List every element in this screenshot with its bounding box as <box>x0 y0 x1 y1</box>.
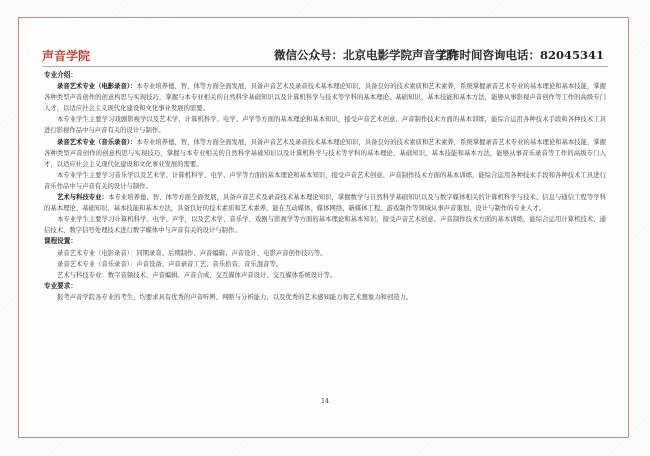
course-item: 录音艺术专业（电影录音）：同期录音、后期制作、声音编辑、声音设计、电影声音创作技巧等。 <box>57 249 327 257</box>
paragraph-text: 本专业培养德、智、体等方面全面发展，具备声音艺术及录音技术基本理论知识，掌握数学与自然科学基础知识以及与数字媒体相关的计算机科学与技术、信息与通信工程等学科的基本理论、基础知识、基本技能和基本方法，具备良好的技术素质和艺术素养，能在互动媒体、媒体网络、新媒体工程、游戏制作等领域从事声音策划、设计与制作的专业人才。 <box>44 194 606 213</box>
school-name: 声音学院 <box>42 49 91 63</box>
paragraph-film-recording <box>44 81 606 114</box>
paragraph-lead: 录音艺术专业（电影录音）： <box>57 83 137 91</box>
hotline: 工作时间咨询电话：82045341 <box>436 48 604 62</box>
paragraph-text: 本专业学生主要学习计算机科学、电学、声学，以及艺术学、音乐学、戏剧与影视学等方面的基本理论和基本知识，接受声音艺术创意、声音制作技术方面的基本训练，能综合运用计算机技术、通信技术、数字信号处理技术进行数字媒体中与声音有关的设计与制作。 <box>44 216 606 235</box>
paragraph-art-tech <box>44 192 606 214</box>
paragraph-text: 本专业学生主要学习戏剧影视学以及艺术学、计算机科学、电学、声学等方面的基本理论和基本知识，接受声音艺术创意、声音制作技术方面的基本训练，能综合运用各种技术手段和各种技术工具进行影视作品中与声音有关的设计与制作。 <box>44 116 606 135</box>
document-body <box>44 70 606 303</box>
wechat-account: 微信公众号：北京电影学院声音学院 <box>274 48 458 62</box>
course-item: 录音艺术专业（音乐录音）：声音设备、声音录音工艺、音乐拾音、音乐混音等。 <box>57 260 283 268</box>
page-number: 14 <box>321 398 329 405</box>
paragraph-lead: 录音艺术专业（音乐录音）： <box>57 138 137 146</box>
requirement-text: 报考声音学院各专业的考生，均要求具有优秀的声音听辨、判断与分析能力，以及优秀的艺术感知能力和艺术想象力和创造力。 <box>57 293 413 301</box>
course-heading: 课程设置： <box>44 237 77 246</box>
paragraph-music-recording-study <box>44 170 606 192</box>
paragraph-music-recording <box>44 137 606 170</box>
course-item: 艺术与科技专业：数字音频技术、声音编辑、声音合成、交互媒体声音设计、交互媒体系统设计等。 <box>57 271 337 279</box>
paragraph-film-recording-study <box>44 114 606 136</box>
intro-heading: 专业介绍： <box>44 71 77 79</box>
requirement-heading: 专业要求： <box>44 281 77 290</box>
paragraph-text: 本专业学生主要学习音乐学以及艺术学、计算机科学、电学、声学等方面的基本理论和基本知识，接受声音艺术创意、声音制作技术方面的基本训练，能综合运用各种技术手段和各种技术工具进行音乐作品中与声音有关的设计与制作。 <box>44 171 606 190</box>
paragraph-text: 本专业培养德、智、体等方面全面发展，具备声音艺术及录音技术基本理论知识，具备良好的技术素质和艺术素养，系统掌握录音艺术专业的基本理论和基本技能，掌握各种类型声音创作的创意构思与实现技巧，掌握与本专业相关的自然科学基础知识以及计算机科学与技术等学科的基本理论、基础知识、基本技能和基本方法，能够从事音乐录音等工作的高级专门人才，以适应社会主义现代化建设和文化事业发展的需要。 <box>44 138 607 168</box>
paragraph-text: 本专业培养德、智、体等方面全面发展，具备声音艺术及录音技术基本理论知识，具备良好的技术素质和艺术素养，系统掌握录音艺术专业的基本理论和基本技能，掌握各种类型声音创作的创意构思与实现技巧，掌握与本专业相关的自然科学基础知识以及计算机科学与技术等学科的基本理论、基础知识、基本技能和基本方法，能够从事影视声音创作等工作的高级专门人才，以适应社会主义现代化建设和文化事业发展的需要。 <box>44 83 607 113</box>
paragraph-lead: 艺术与科技专业： <box>57 194 109 202</box>
page-header <box>42 46 608 67</box>
paragraph-art-tech-study <box>44 214 606 236</box>
